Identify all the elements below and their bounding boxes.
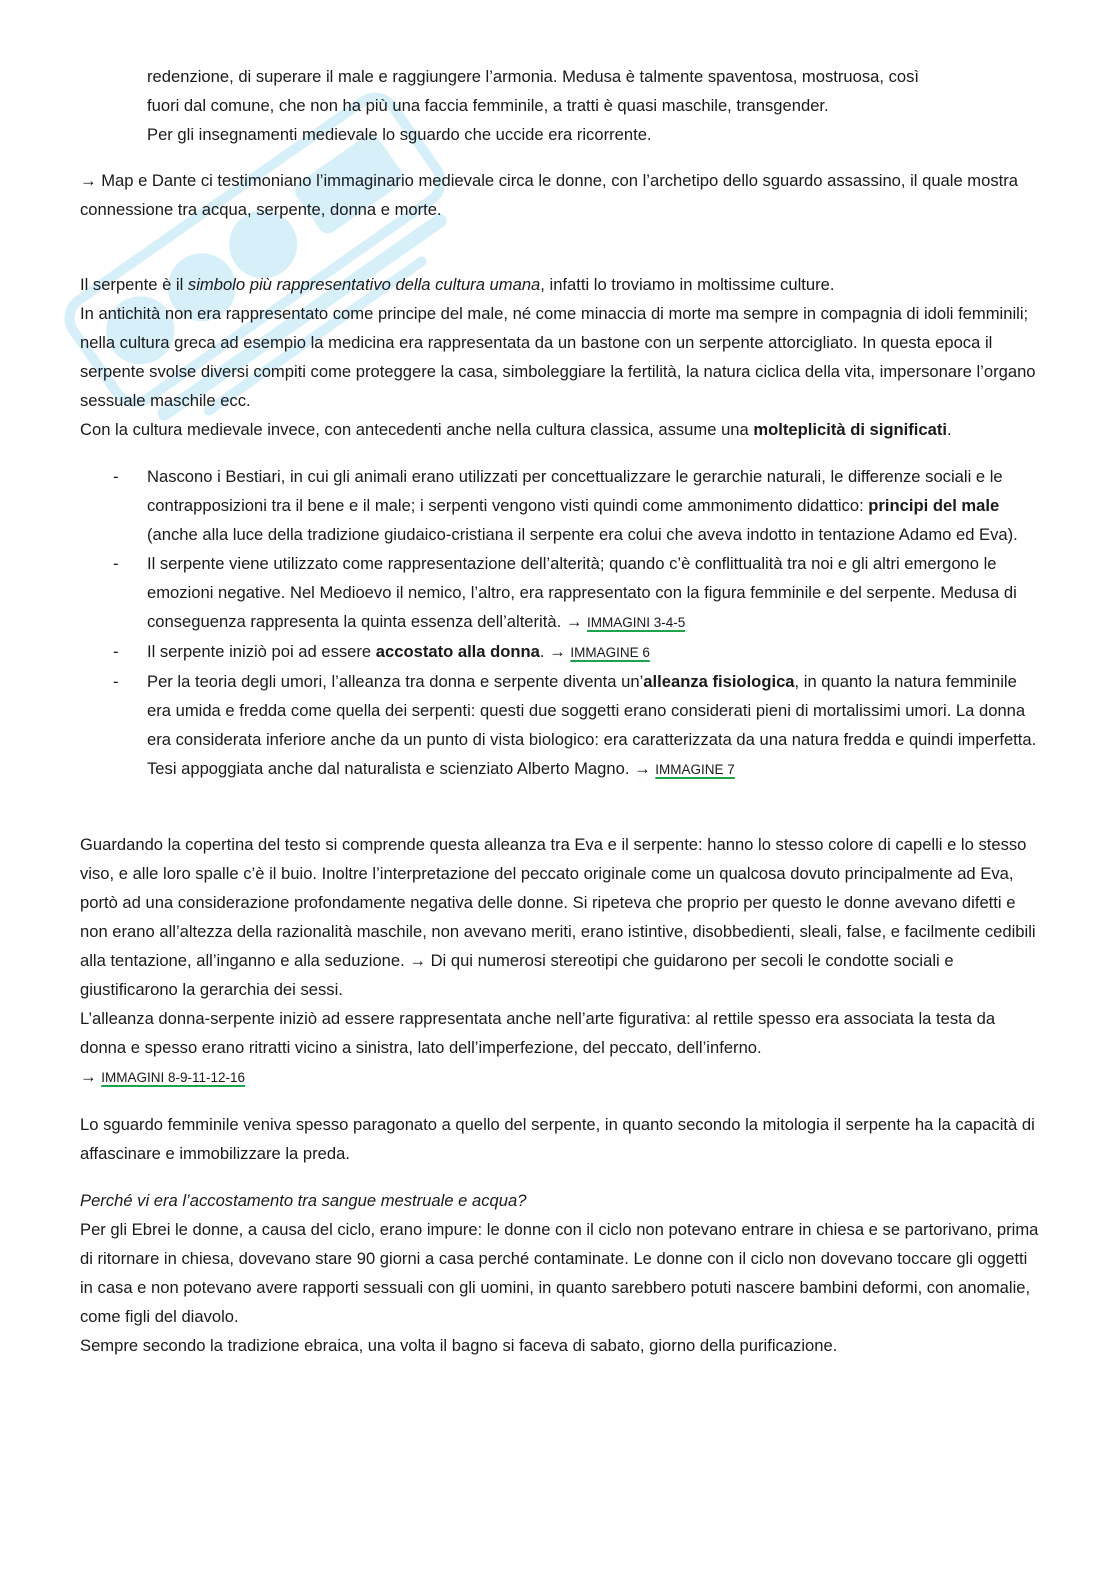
dash-marker: - bbox=[113, 642, 119, 661]
alterita-text: Il serpente viene utilizzato come rappresentazione dell’alterità; quando c’è conflittualità tra noi e gli altri emergono le emozioni negative. Nel Medioevo il nemico, l’altro, era rappresentato con la figura femminile e del serpente. Medusa di conseguenza rappresenta la quinta essenza dell’alterità. bbox=[147, 554, 1017, 631]
principi-bold: principi del male bbox=[868, 496, 1000, 515]
stereotipi-text: Di qui numerosi stereotipi che guidarono per secoli le condotte sociali e giustificarono la gerarchia dei sessi. bbox=[80, 951, 954, 999]
molteplicita-bold: molteplicità di significati bbox=[753, 420, 947, 439]
list-item bbox=[80, 462, 1040, 549]
arrow-icon: → bbox=[409, 951, 426, 970]
accostato-bold: accostato alla donna bbox=[375, 642, 540, 661]
paragraph-medusa bbox=[80, 62, 1040, 149]
medusa-line-3: Per gli insegnamenti medievale lo sguardo che uccide era ricorrente. bbox=[147, 125, 652, 144]
medusa-line-2: fuori dal comune, che non ha più una faccia femminile, a tratti è quasi maschile, transgender. bbox=[147, 96, 829, 115]
serpente-intro-end: , infatti lo troviamo in moltissime culture. bbox=[540, 275, 835, 294]
paragraph-sguardo bbox=[80, 1110, 1040, 1168]
map-dante-text: Map e Dante ci testimoniano l’immaginario medievale circa le donne, con l’archetipo dello sguardo assassino, il quale mostra connessione tra acqua, serpente, donna e morte. bbox=[80, 171, 1019, 219]
image-ref-link[interactable]: IMMAGINE 7 bbox=[655, 762, 735, 777]
dash-marker: - bbox=[113, 672, 119, 691]
bullet-list bbox=[80, 462, 1040, 784]
arte-figurativa-text: L’alleanza donna-serpente iniziò ad essere rappresentata anche nell’arte figurativa: al rettile spesso era associata la testa da donna e spesso erano ritratti vicino a sinistra, lato dell’imperfezione, del peccato, dell’inferno. bbox=[80, 1009, 996, 1057]
dash-marker: - bbox=[113, 467, 119, 486]
accostato-text: Il serpente iniziò poi ad essere bbox=[147, 642, 376, 661]
arrow-icon: → bbox=[549, 642, 566, 661]
sabato-text: Sempre secondo la tradizione ebraica, una volta il bagno si faceva di sabato, giorno della purificazione. bbox=[80, 1336, 838, 1355]
paragraph-serpente bbox=[80, 270, 1040, 444]
question-heading: Perché vi era l’accostamento tra sangue mestruale e acqua? bbox=[80, 1191, 527, 1210]
serpente-italic: simbolo più rappresentativo della cultura umana bbox=[187, 275, 541, 294]
medusa-line-1: redenzione, di superare il male e raggiungere l’armonia. Medusa è talmente spaventosa, mostruosa, così bbox=[147, 67, 920, 86]
serpente-intro: Il serpente è il bbox=[80, 275, 188, 294]
image-ref-link[interactable]: IMMAGINI 3-4-5 bbox=[587, 615, 686, 630]
accostato-end: . bbox=[539, 642, 550, 661]
list-item bbox=[80, 549, 1040, 637]
list-item bbox=[80, 667, 1040, 784]
image-ref-link[interactable]: IMMAGINE 6 bbox=[570, 645, 650, 660]
image-ref-link[interactable]: IMMAGINI 8-9-11-12-16 bbox=[101, 1070, 246, 1085]
paragraph-copertina bbox=[80, 830, 1040, 1092]
paragraph-sangue bbox=[80, 1186, 1040, 1360]
arrow-icon: → bbox=[634, 759, 651, 778]
antichita-text: In antichità non era rappresentato come principe del male, né come minaccia di morte ma sempre in compagnia di idoli femminili; nella cultura greca ad esempio la medicina era rappresentata da un bastone con un serpente attorcigliato. In questa epoca il serpente svolse diversi compiti come proteggere la casa, simboleggiare la fertilità, la natura ciclica della vita, impersonare l’organo sessuale maschile ecc. bbox=[80, 304, 1036, 410]
umori-end: , in quanto la natura femminile era umida e fredda come quella dei serpenti: questi due soggetti erano considerati pieni di mortalissimi umori. La donna era considerata inferiore anche da un punto di vista biologico: era caratterizzata da una natura fredda e quindi imperfetta. Tesi appoggiata anche dal naturalista e scienziato Alberto Magno. bbox=[147, 672, 1037, 778]
arrow-icon: → bbox=[80, 171, 97, 190]
list-item bbox=[80, 637, 1040, 667]
arrow-icon: → bbox=[565, 612, 583, 631]
bestiari-end: (anche alla luce della tradizione giudaico-cristiana il serpente era colui che aveva indotto in tentazione Adamo ed Eva). bbox=[147, 525, 1018, 544]
bestiari-text: Nascono i Bestiari, in cui gli animali erano utilizzati per concettualizzare le gerarchie naturali, le differenze sociali e le contrapposizioni tra il bene e il male; i serpenti vengono visti quindi come ammonimento didattico: bbox=[147, 467, 1003, 515]
ebrei-text: Per gli Ebrei le donne, a causa del ciclo, erano impure: le donne con il ciclo non potevano entrare in chiesa e se partorivano, prima di ritornare in chiesa, dovevano stare 90 giorni a casa perché contaminate. Le donne con il ciclo non dovevano toccare gli oggetti in casa e non potevano avere rapporti sessuali con gli uomini, in quanto sarebbero potuti nascere bambini deformi, con anomalie, come figli del diavolo. bbox=[80, 1220, 1039, 1326]
alleanza-bold: alleanza fisiologica bbox=[643, 672, 795, 691]
arrow-icon: → bbox=[80, 1067, 97, 1086]
medievale-text: Con la cultura medievale invece, con antecedenti anche nella cultura classica, assume una bbox=[80, 420, 754, 439]
sguardo-text: Lo sguardo femminile veniva spesso paragonato a quello del serpente, in quanto secondo la mitologia il serpente ha la capacità di affascinare e immobilizzare la preda. bbox=[80, 1115, 1035, 1163]
medievale-end: . bbox=[947, 420, 952, 439]
dash-marker: - bbox=[113, 554, 119, 573]
document-body bbox=[80, 62, 1040, 1360]
paragraph-map-dante bbox=[80, 166, 1040, 224]
copertina-text: Guardando la copertina del testo si comprende questa alleanza tra Eva e il serpente: hanno lo stesso colore di capelli e lo stesso viso, e alle loro spalle c’è il buio. Inoltre l’interpretazione del peccato originale come un qualcosa dovuto principalmente ad Eva, portò ad una considerazione profondamente negativa delle donne. Si ripeteva che proprio per questo le donne avevano difetti e non erano all’altezza della razionalità maschile, non avevano meriti, erano istintive, disobbedienti, sleali, false, e facilmente cedibili alla tentazione, all’inganno e alla seduzione. bbox=[80, 835, 1036, 970]
umori-text: Per la teoria degli umori, l’alleanza tra donna e serpente diventa un’ bbox=[147, 672, 644, 691]
